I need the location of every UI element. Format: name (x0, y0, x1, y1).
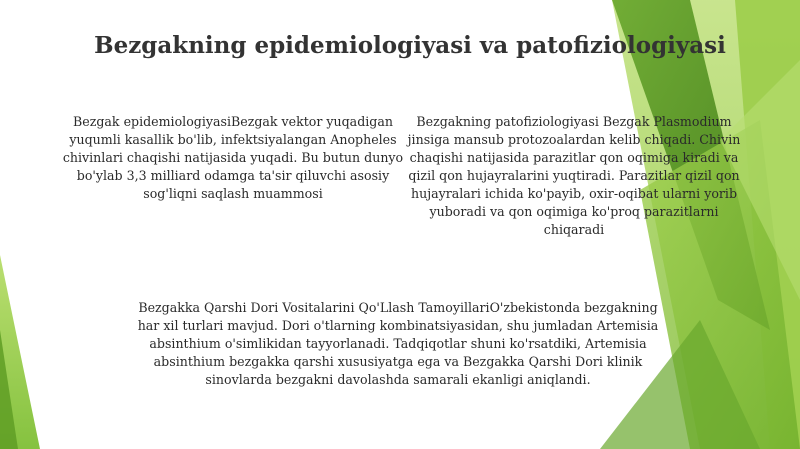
slide-title: Bezgakning epidemiologiyasi va patofiziologiyasi (94, 32, 726, 59)
treatment-principles-textbox: Bezgakka Qarshi Dori Vositalarini Qo'Llash TamoyillariO'zbekistonda bezgakning har xil turlari mavjud. Dori o'tlarning kombinatsiyasidan, shu jumladan Artemisia absinthium o'simlikidan tayyorlanadi. Tadqiqotlar shuni ko'rsatdiki, Artemisia absinthium bezgakka qarshi xususiyatga ega va Bezgakka Qarshi Dori klinik sinovlarda bezgakni davolashda samarali ekanligi aniqlandi. (137, 300, 659, 387)
pathophysiology-textbox: Bezgakning patofiziologiyasi Bezgak Plasmodium jinsiga mansub protozoalardan kelib chiqadi. Chivin chaqishi natijasida parazitlar qon oqimiga kiradi va qizil qon hujayralarini yuqtiradi. Parazitlar qizil qon hujayralari ichida ko'payib, oxir-oqibat ularni yorib yuboradi va qon oqimiga ko'proq parazitlarni chiqaradi (407, 114, 741, 237)
epidemiology-textbox: Bezgak epidemiologiyasiBezgak vektor yuqadigan yuqumli kasallik bo'lib, infektsiyalangan Anopheles chivinlari chaqishi natijasida yuqadi. Bu butun dunyo bo'ylab 3,3 milliard odamga ta'sir qiluvchi asosiy sog'liqni saqlash muammosi (62, 114, 404, 201)
